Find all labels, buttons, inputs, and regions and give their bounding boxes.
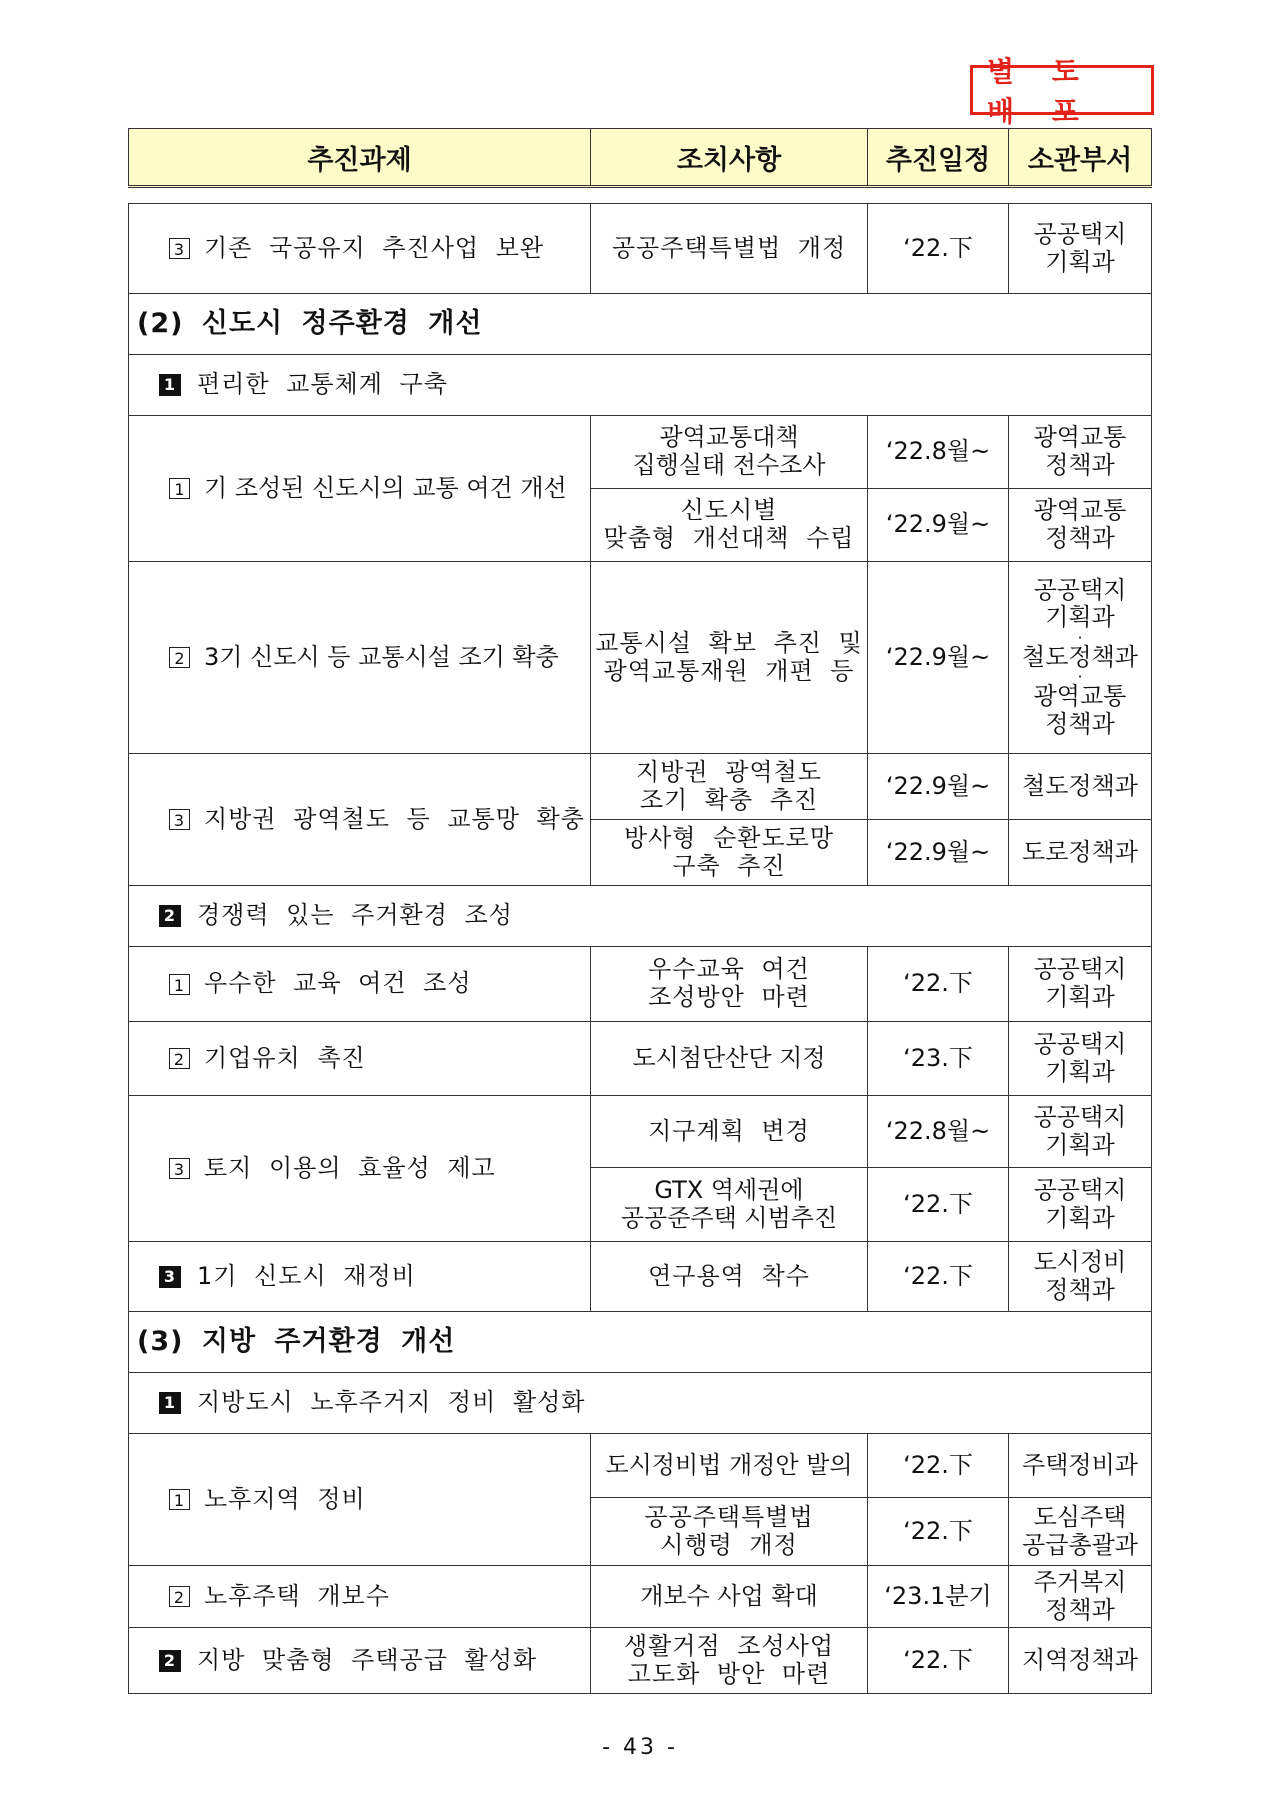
schedule-cell: ‘22.9월~ xyxy=(868,820,1009,886)
action-plan-table xyxy=(128,203,1152,1694)
subsection-heading: 1 지방도시 노후주거지 정비 활성화 xyxy=(129,1373,1152,1434)
item-number: 1 xyxy=(169,974,190,995)
dept-cell: 공공택지 기획과 xyxy=(1009,204,1152,294)
action-cell: 개보수 사업 확대 xyxy=(591,1566,868,1628)
schedule-cell: ‘22.下 xyxy=(868,204,1009,294)
item-number: 1 xyxy=(169,1489,190,1510)
table-row xyxy=(129,204,1152,294)
schedule-cell: ‘22.9월~ xyxy=(868,489,1009,562)
subsection-heading: 3 1기 신도시 재정비 xyxy=(129,1242,591,1312)
subsection-number: 2 xyxy=(159,1650,181,1672)
schedule-cell: ‘22.下 xyxy=(868,947,1009,1022)
dept-cell: 광역교통 정책과 xyxy=(1009,416,1152,489)
action-cell: 도시정비법 개정안 발의 xyxy=(591,1434,868,1498)
table-row xyxy=(129,886,1152,947)
header-dept: 소관부서 xyxy=(1009,129,1152,187)
schedule-cell: ‘22.下 xyxy=(868,1168,1009,1242)
subsection-number: 2 xyxy=(159,905,181,927)
section-heading: (2) 신도시 정주환경 개선 xyxy=(129,294,1152,355)
schedule-cell: ‘23.1분기 xyxy=(868,1566,1009,1628)
item-number: 2 xyxy=(169,1586,190,1607)
subsection-heading: 2 지방 맞춤형 주택공급 활성화 xyxy=(129,1628,591,1694)
item-number: 3 xyxy=(169,1158,190,1179)
task-cell: 2 기업유치 촉진 xyxy=(129,1022,591,1096)
subsection-number: 1 xyxy=(159,374,181,396)
page-number: - 43 - xyxy=(602,1735,678,1760)
action-cell: GTX 역세권에 공공준주택 시범추진 xyxy=(591,1168,868,1242)
table-row xyxy=(129,1628,1152,1694)
subsection-number: 1 xyxy=(159,1392,181,1414)
header-schedule: 추진일정 xyxy=(868,129,1009,187)
table-row xyxy=(129,1373,1152,1434)
action-cell: 신도시별 맞춤형 개선대책 수립 xyxy=(591,489,868,562)
dept-cell: 공공택지 기획과 xyxy=(1009,1168,1152,1242)
dept-cell: 공공택지 기획과 · 철도정책과 · 광역교통 정책과 xyxy=(1009,562,1152,754)
action-cell: 공공주택특별법 시행령 개정 xyxy=(591,1498,868,1566)
task-cell: 1 노후지역 정비 xyxy=(129,1434,591,1566)
dept-cell: 지역정책과 xyxy=(1009,1628,1152,1694)
table-row xyxy=(129,355,1152,416)
header-action: 조치사항 xyxy=(591,129,868,187)
dept-cell: 공공택지 기획과 xyxy=(1009,947,1152,1022)
task-cell: 3 지방권 광역철도 등 교통망 확충 xyxy=(129,754,591,886)
task-cell: 2 3기 신도시 등 교통시설 조기 확충 xyxy=(129,562,591,754)
dept-cell: 주거복지 정책과 xyxy=(1009,1566,1152,1628)
table-row xyxy=(129,1434,1152,1498)
dept-cell: 도로정책과 xyxy=(1009,820,1152,886)
item-number: 1 xyxy=(169,478,190,499)
distribution-stamp: 별 도 배 포 xyxy=(970,65,1154,115)
header-task: 추진과제 xyxy=(129,129,591,187)
item-number: 2 xyxy=(169,1048,190,1069)
action-cell: 지방권 광역철도 조기 확충 추진 xyxy=(591,754,868,820)
dept-cell: 공공택지 기획과 xyxy=(1009,1096,1152,1168)
table-row xyxy=(129,416,1152,489)
dept-cell: 광역교통 정책과 xyxy=(1009,489,1152,562)
schedule-cell: ‘23.下 xyxy=(868,1022,1009,1096)
subsection-heading: 2 경쟁력 있는 주거환경 조성 xyxy=(129,886,1152,947)
item-number: 2 xyxy=(169,647,190,668)
action-cell: 공공주택특별법 개정 xyxy=(591,204,868,294)
schedule-cell: ‘22.下 xyxy=(868,1628,1009,1694)
dept-cell: 철도정책과 xyxy=(1009,754,1152,820)
schedule-cell: ‘22.8월~ xyxy=(868,416,1009,489)
table-row xyxy=(129,1096,1152,1168)
schedule-cell: ‘22.下 xyxy=(868,1498,1009,1566)
action-cell: 도시첨단산단 지정 xyxy=(591,1022,868,1096)
action-cell: 교통시설 확보 추진 및 광역교통재원 개편 등 xyxy=(591,562,868,754)
item-number: 3 xyxy=(169,809,190,830)
item-number: 3 xyxy=(169,238,190,259)
action-cell: 광역교통대책 집행실태 전수조사 xyxy=(591,416,868,489)
table-row xyxy=(129,294,1152,355)
action-cell: 지구계획 변경 xyxy=(591,1096,868,1168)
table-row xyxy=(129,947,1152,1022)
dept-cell: 공공택지 기획과 xyxy=(1009,1022,1152,1096)
dept-cell: 도심주택 공급총괄과 xyxy=(1009,1498,1152,1566)
table-row xyxy=(129,1022,1152,1096)
schedule-cell: ‘22.下 xyxy=(868,1434,1009,1498)
subsection-heading: 1 편리한 교통체계 구축 xyxy=(129,355,1152,416)
task-cell: 3 토지 이용의 효율성 제고 xyxy=(129,1096,591,1242)
table-row xyxy=(129,562,1152,754)
task-cell: 3 기존 국공유지 추진사업 보완 xyxy=(129,204,591,294)
action-cell: 우수교육 여건 조성방안 마련 xyxy=(591,947,868,1022)
table-row xyxy=(129,1242,1152,1312)
table-row xyxy=(129,754,1152,820)
table-row xyxy=(129,1312,1152,1373)
schedule-cell: ‘22.9월~ xyxy=(868,562,1009,754)
action-cell: 방사형 순환도로망 구축 추진 xyxy=(591,820,868,886)
table-row xyxy=(129,1566,1152,1628)
dept-cell: 도시정비 정책과 xyxy=(1009,1242,1152,1312)
task-cell: 2 노후주택 개보수 xyxy=(129,1566,591,1628)
action-cell: 생활거점 조성사업 고도화 방안 마련 xyxy=(591,1628,868,1694)
schedule-cell: ‘22.9월~ xyxy=(868,754,1009,820)
dept-cell: 주택정비과 xyxy=(1009,1434,1152,1498)
section-heading: (3) 지방 주거환경 개선 xyxy=(129,1312,1152,1373)
table-header xyxy=(128,128,1152,188)
subsection-number: 3 xyxy=(159,1266,181,1288)
task-cell: 1 기 조성된 신도시의 교통 여건 개선 xyxy=(129,416,591,562)
schedule-cell: ‘22.8월~ xyxy=(868,1096,1009,1168)
schedule-cell: ‘22.下 xyxy=(868,1242,1009,1312)
task-cell: 1 우수한 교육 여건 조성 xyxy=(129,947,591,1022)
action-cell: 연구용역 착수 xyxy=(591,1242,868,1312)
